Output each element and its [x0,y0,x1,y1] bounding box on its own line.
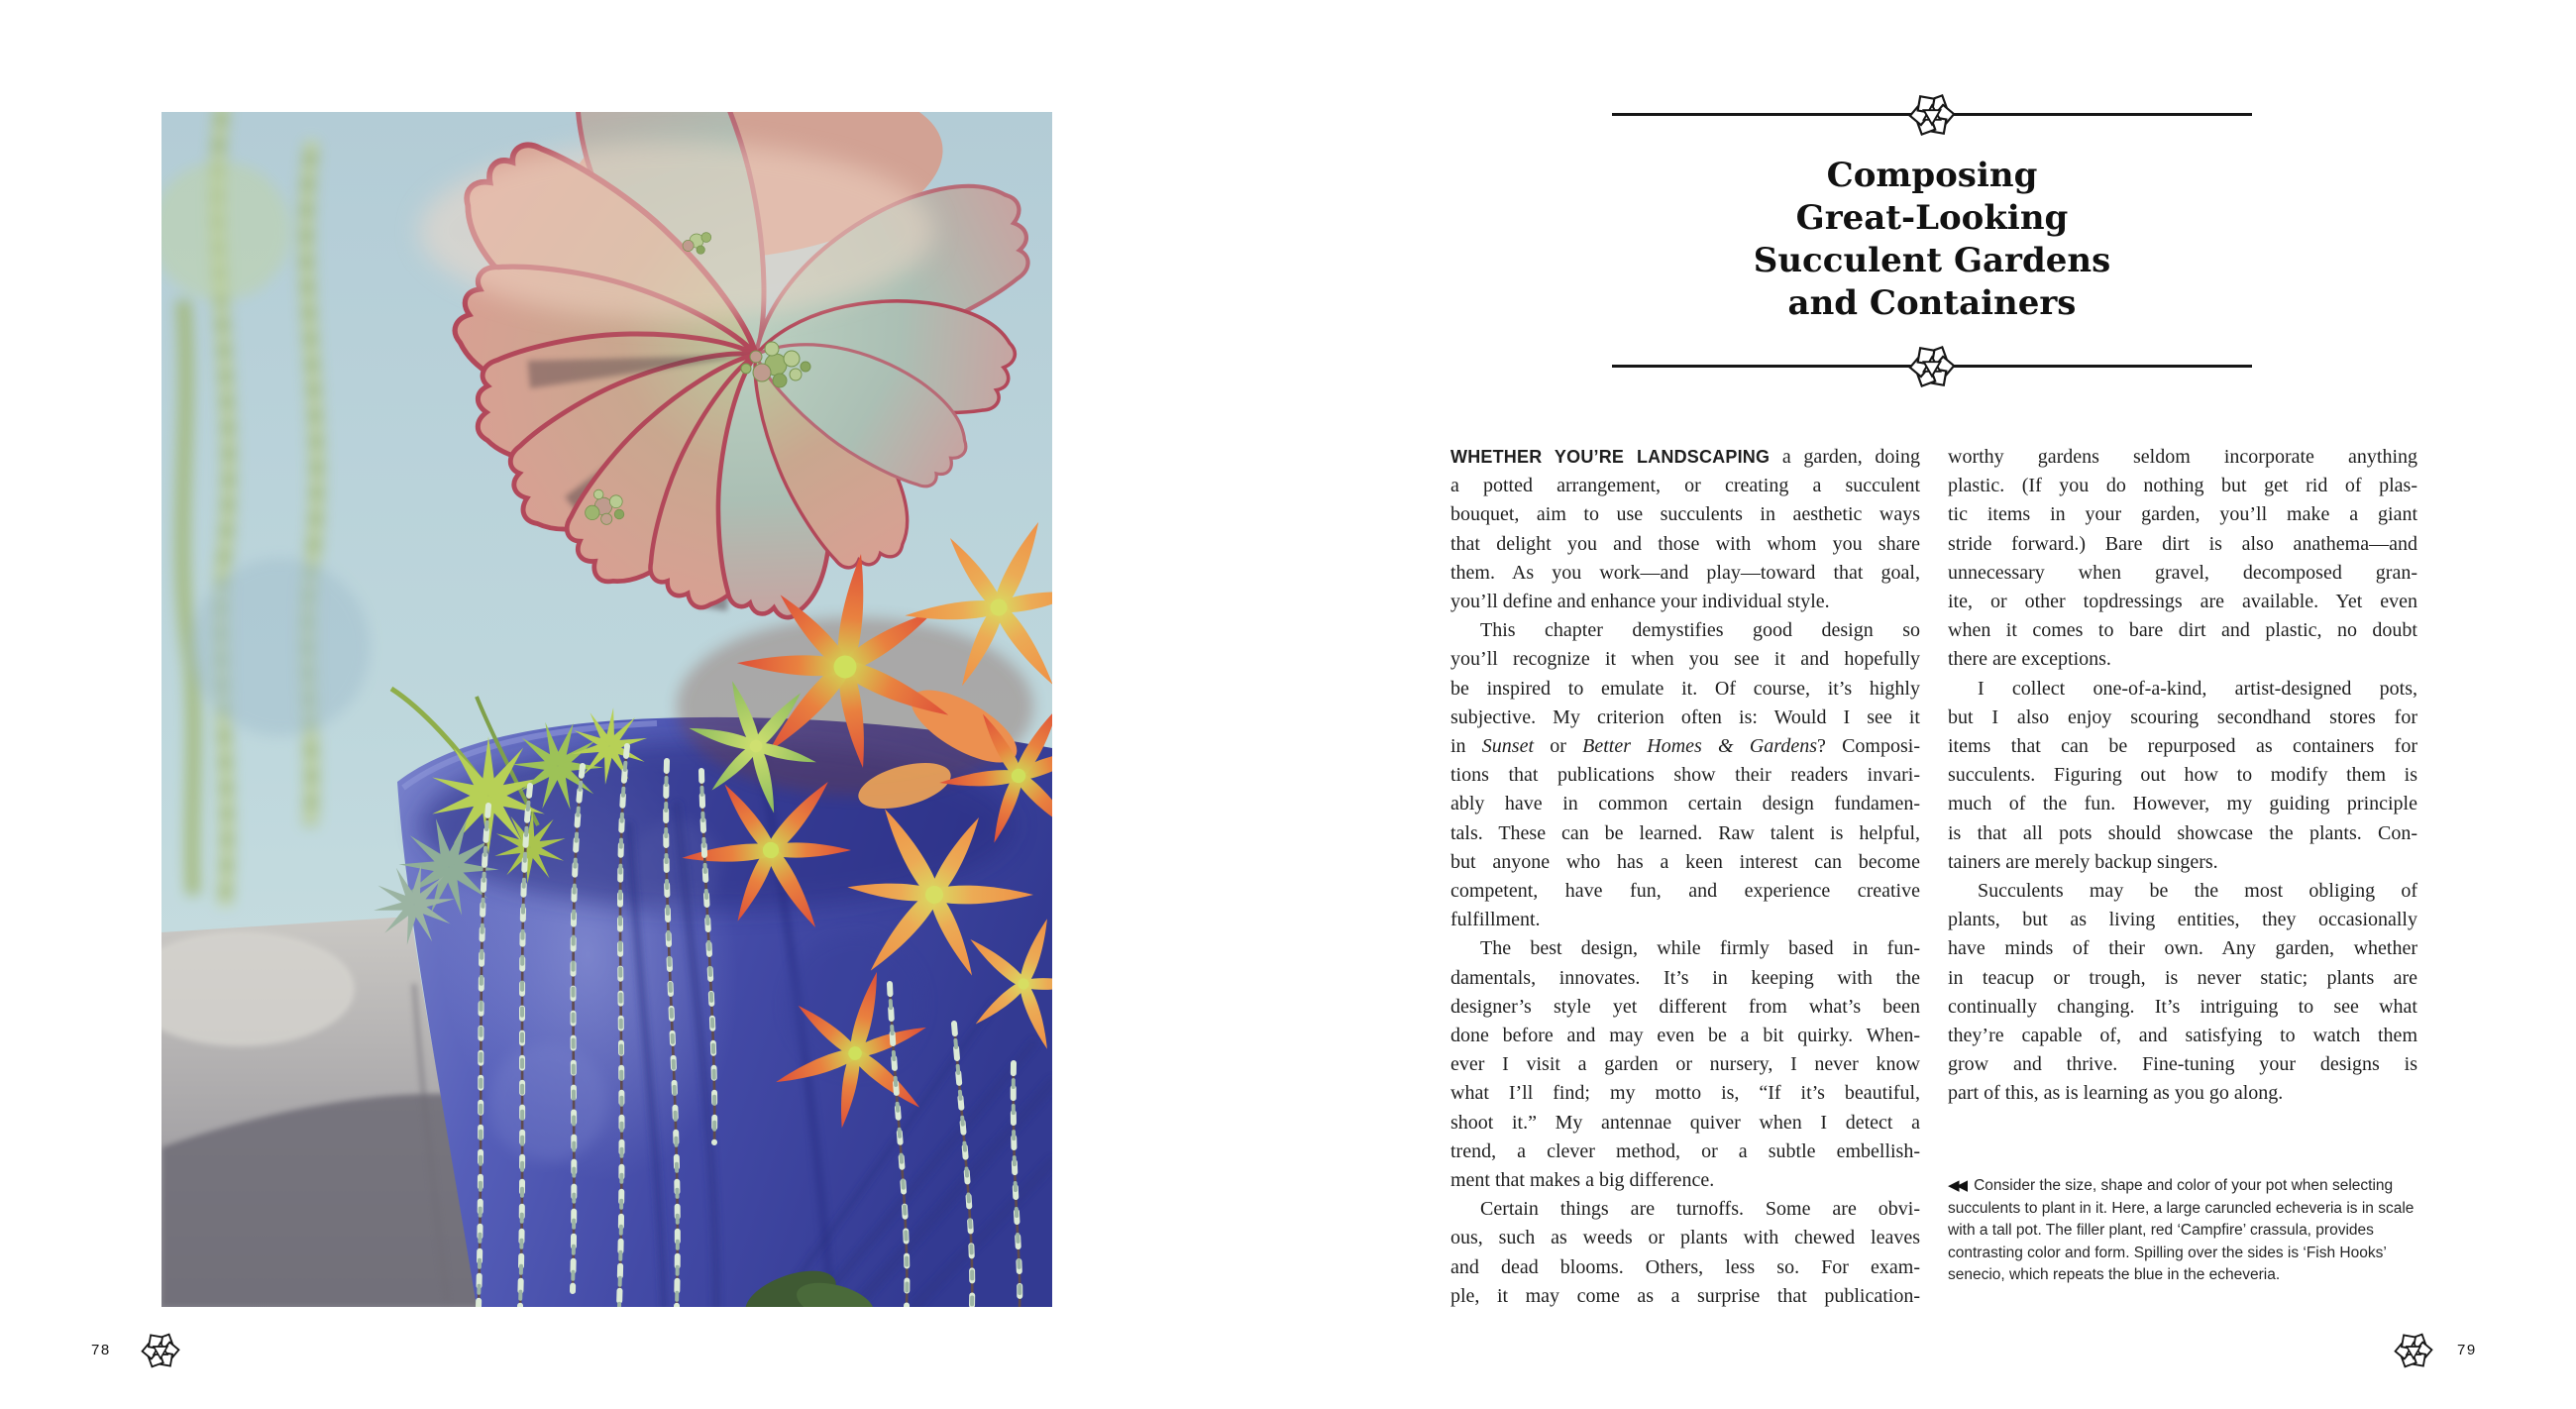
body-line: tions that publications show their readers invari- [1450,764,1920,787]
body-line: This chapter demystifies good design so [1480,619,1920,642]
page-number-left: 78 [91,1342,111,1358]
body-line: is that all pots should showcase the plants. Con- [1948,821,2417,844]
body-line: damentals, innovates. It’s in keeping with the [1450,966,1920,989]
chapter-title-line: and Containers [1787,283,2077,323]
body-line: a potted arrangement, or creating a succulent [1450,475,1920,497]
chapter-title-line: Great-Looking [1795,198,2069,238]
star-flower-ornament-top [1908,91,1956,139]
body-line: ment that makes a big difference. [1450,1169,1715,1192]
body-line: succulents. Figuring out how to modify them is [1948,764,2417,787]
body-line: much of the fun. However, my guiding principle [1948,793,2417,815]
body-line: The best design, while firmly based in fun- [1480,937,1920,960]
body-line: ite, or other topdressings are available. Yet even [1948,591,2417,613]
body-line: there are exceptions. [1948,648,2111,671]
body-line: bouquet, aim to use succulents in aesthetic ways [1450,503,1920,526]
body-line: items that can be repurposed as containers for [1948,735,2417,758]
body-line: plastic. (If you do nothing but get rid of plas- [1948,475,2417,497]
body-line: part of this, as is learning as you go along. [1948,1082,2284,1105]
body-line: they’re capable of, and satisfying to watch them [1948,1025,2417,1047]
body-line: but anyone who has a keen interest can become [1450,850,1920,873]
page-number-right: 79 [2457,1342,2477,1358]
body-line: tainers are merely backup singers. [1948,850,2218,873]
body-line: and dead blooms. Others, less so. For exam- [1450,1255,1920,1278]
body-line: I collect one-of-a-kind, artist-designed pots, [1978,677,2417,700]
body-line: be inspired to emulate it. Of course, it’s highly [1450,677,1920,700]
body-line: unnecessary when gravel, decomposed gran- [1948,561,2417,584]
body-line: continually changing. It’s intriguing to see what [1948,995,2417,1018]
body-line: stride forward.) Bare dirt is also anathema—and [1948,532,2417,555]
chapter-title-line: Composing [1826,156,2038,195]
body-line: when it comes to bare dirt and plastic, no doubt [1948,619,2417,642]
photo-caption [1948,1175,2429,1287]
body-line: in Sunset or Better Homes & Gardens? Composi- [1450,735,1920,758]
body-line: ably have in common certain design fundamen- [1450,793,1920,815]
body-line: designer’s style yet different from what’s been [1450,995,1920,1018]
photo-caption-text: Consider the size, shape and color of your pot when selecting succulents to plant in it. Here, a large caruncled echeveria is in scale with a tall pot. The filler plant, red ‘Campfire’ crassula, provides contrasting color and form. Spilling over the sides is ‘Fish Hooks’ senecio, which repeats the blue in the echeveria. [1948,1177,2415,1284]
body-column-right [1948,443,2417,1109]
body-line: tals. These can be learned. Raw talent is helpful, [1450,821,1920,844]
body-line: subjective. My criterion often is: Would I see it [1450,705,1920,728]
body-line: ple, it may come as a surprise that publication- [1450,1284,1920,1307]
body-line: have minds of their own. Any garden, whether [1948,937,2417,960]
body-line: grow and thrive. Fine-tuning your designs is [1948,1053,2417,1076]
succulent-container-photo [161,112,1052,1307]
star-flower-ornament-bottom [1908,343,1956,390]
body-line: but I also enjoy scouring secondhand stores for [1948,705,2417,728]
body-line: WHETHER YOU’RE LANDSCAPING a garden, doing [1450,446,1920,468]
body-line: plants, but as living entities, they occasionally [1948,909,2417,931]
body-line: ous, such as weeds or plants with chewed leaves [1450,1227,1920,1249]
chapter-title [1612,155,2252,325]
body-line: in teacup or trough, is never static; plants are [1948,966,2417,989]
body-line: that delight you and those with whom you share [1450,532,1920,555]
body-line: worthy gardens seldom incorporate anything [1948,446,2417,468]
body-line: Succulents may be the most obliging of [1978,880,2417,903]
body-column-left [1450,443,1920,1311]
body-line: Certain things are turnoffs. Some are obvi- [1480,1198,1920,1221]
star-flower-ornament-folio-right [2394,1331,2433,1370]
body-line: them. As you work—and play—toward that goal, [1450,561,1920,584]
body-line: you’ll define and enhance your individual style. [1450,591,1830,613]
body-line: ever I visit a garden or nursery, I never know [1450,1053,1920,1076]
body-line: tic items in your garden, you’ll make a giant [1948,503,2417,526]
body-line: what I’ll find; my motto is, “If it’s beautiful, [1450,1082,1920,1105]
star-flower-ornament-folio-left [141,1331,180,1370]
body-line: fulfillment. [1450,909,1541,931]
double-left-arrow-icon: ◀◀ [1948,1177,1966,1194]
body-line: competent, have fun, and experience creative [1450,880,1920,903]
body-line: trend, a clever method, or a subtle embellish- [1450,1139,1920,1162]
body-line: shoot it.” My antennae quiver when I detect a [1450,1111,1920,1134]
body-line: you’ll recognize it when you see it and hopefully [1450,648,1920,671]
body-line: done before and may even be a bit quirky. When- [1450,1025,1920,1047]
chapter-title-line: Succulent Gardens [1753,241,2111,280]
